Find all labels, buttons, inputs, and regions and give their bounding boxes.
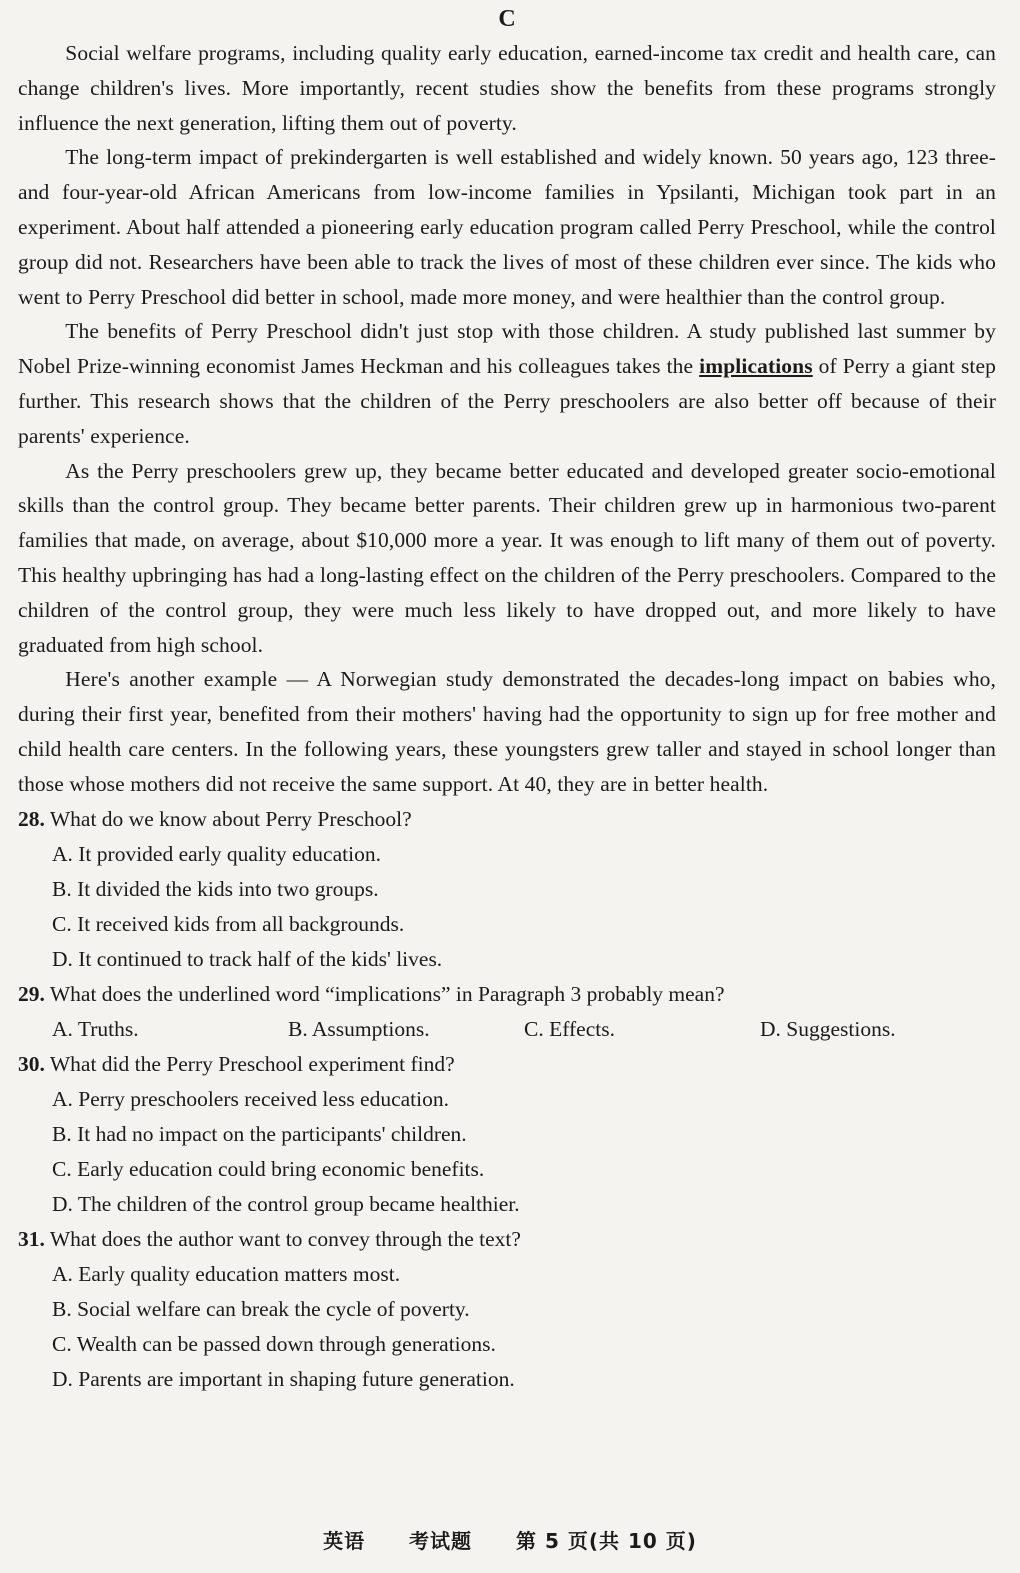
answer-option[interactable]: D. Suggestions. [760,1016,896,1041]
question-stem [18,1047,996,1082]
answer-option[interactable]: C. Wealth can be passed down through generations. [52,1331,496,1356]
question-text: What did the Perry Preschool experiment find? [49,1051,455,1076]
question-text: What does the author want to convey through the text? [49,1226,521,1251]
answer-option[interactable]: A. It provided early quality education. [52,841,381,866]
question-stem [18,977,996,1012]
question-29 [18,977,996,1047]
passage-paragraph-1: Social welfare programs, including quality early education, earned-income tax credit and health care, can change children's lives. More importantly, recent studies show the benefits from these programs strongly influence the next generation, lifting them out of poverty. [18,41,996,135]
footer-page-number: 第 5 页(共 10 页) [516,1529,697,1553]
question-stem [18,802,996,837]
footer-subject: 英语 [323,1529,366,1553]
underlined-word: implications [699,354,813,379]
p3-text-after: of Perry a giant step further. This research shows that the children of the Perry preschoolers are also better off because of their parents' experience. [18,354,996,448]
question-number: 30. [18,1051,45,1076]
answer-option[interactable]: D. It continued to track half of the kids' lives. [52,946,443,971]
p3-text-before: The benefits of Perry Preschool didn't just stop with those children. A study published last summer by Nobel Prize-winning economist James Heckman and his colleagues takes the [18,319,996,379]
answer-option[interactable]: C. Early education could bring economic benefits. [52,1156,485,1181]
answer-option[interactable]: C. Effects. [524,1016,615,1041]
passage-paragraph-5: Here's another example — A Norwegian study demonstrated the decades-long impact on babies who, during their first year, benefited from their mothers' having had the opportunity to sign up for free mother and child health care centers. In the following years, these youngsters grew taller and stayed in school longer than those whose mothers did not receive the same support. At 40, they are in better health. [18,667,996,796]
answer-option[interactable]: A. Early quality education matters most. [52,1261,401,1286]
answer-options [18,1257,996,1397]
answer-options [18,1012,996,1047]
section-heading: C [498,6,516,32]
reading-passage [18,36,996,802]
question-28 [18,802,996,977]
question-list [18,802,996,1397]
answer-options [18,837,996,977]
question-text: What do we know about Perry Preschool? [49,806,412,831]
question-number: 29. [18,981,45,1006]
answer-option[interactable]: C. It received kids from all backgrounds. [52,911,405,936]
answer-option[interactable]: D. The children of the control group became healthier. [52,1191,520,1216]
passage-paragraph-3 [18,314,996,453]
answer-option[interactable]: B. It had no impact on the participants' children. [52,1121,467,1146]
question-30 [18,1047,996,1222]
page-footer [0,1525,1020,1554]
answer-options [18,1082,996,1222]
passage-paragraph-2: The long-term impact of prekindergarten is well established and widely known. 50 years ago, 123 three- and four-year-old African Americans from low-income families in Ypsilanti, Michigan took part in an experiment. About half attended a pioneering early education program called Perry Preschool, while the control group did not. Researchers have been able to track the lives of most of these children ever since. The kids who went to Perry Preschool did better in school, made more money, and were healthier than the control group. [18,145,996,309]
footer-label: 考试题 [409,1529,473,1553]
question-stem [18,1222,996,1257]
answer-option[interactable]: D. Parents are important in shaping future generation. [52,1366,515,1391]
answer-option[interactable]: A. Truths. [52,1016,139,1041]
answer-option[interactable]: B. Assumptions. [288,1016,430,1041]
question-text: What does the underlined word “implications” in Paragraph 3 probably mean? [49,981,725,1006]
answer-option[interactable]: B. It divided the kids into two groups. [52,876,379,901]
question-31 [18,1222,996,1397]
question-number: 31. [18,1226,45,1251]
answer-option[interactable]: B. Social welfare can break the cycle of poverty. [52,1296,470,1321]
answer-option[interactable]: A. Perry preschoolers received less education. [52,1086,450,1111]
passage-paragraph-4: As the Perry preschoolers grew up, they became better educated and developed greater socio-emotional skills than the control group. They became better parents. Their children grew up in harmonious two-parent families that made, on average, about $10,000 more a year. It was enough to lift many of them out of poverty. This healthy upbringing has had a long-lasting effect on the children of the Perry preschoolers. Compared to the children of the control group, they were much less likely to have dropped out, and more likely to have graduated from high school. [18,458,996,657]
question-number: 28. [18,806,45,831]
